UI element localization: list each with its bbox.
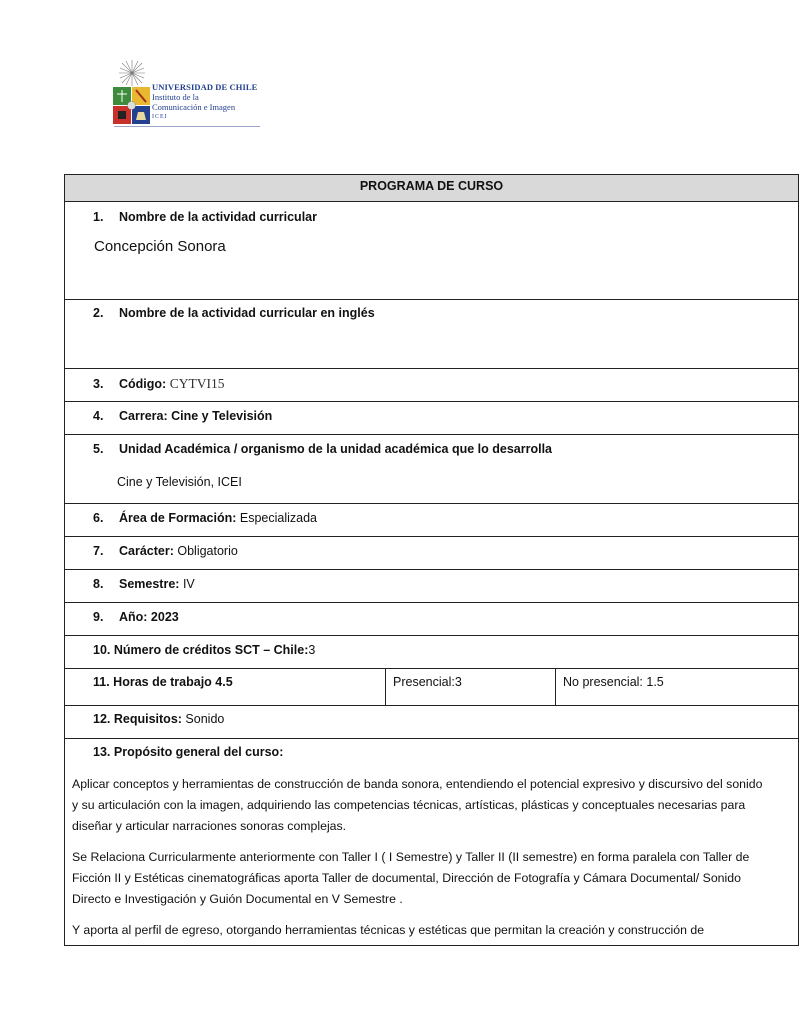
requirements-value: Sonido	[185, 712, 225, 726]
logo-institute-line1: Instituto de la	[152, 92, 199, 102]
course-code: CYTVI15	[169, 376, 225, 391]
item-label: Código:	[119, 377, 167, 391]
item-number: 6.	[93, 511, 104, 525]
character-value: Obligatorio	[177, 544, 238, 558]
row-character	[65, 536, 798, 569]
row-academic-unit	[65, 434, 798, 503]
logo-divider	[114, 126, 260, 127]
item-label: Año: 2023	[119, 610, 179, 624]
item-label: Área de Formación:	[119, 511, 237, 525]
purpose-paragraph: Se Relaciona Curricularmente anteriormente con Taller I ( I Semestre) y Taller II (II semestre) en forma paralela con Taller de Ficción II y Estéticas cinematográficas aporta Taller de documental, Dirección de Fotografía y Cámara Documental/ Sonido Directo e Investigación y Guión Documental en V Semestre .	[72, 850, 750, 906]
item-number: 13.	[93, 745, 111, 759]
item-label: Horas de trabajo 4.5	[113, 675, 233, 689]
item-label: Carácter:	[119, 544, 174, 558]
purpose-paragraph: Y aporta al perfil de egreso, otorgando herramientas técnicas y estéticas que permitan la creación y construcción de	[72, 923, 705, 937]
course-name: Concepción Sonora	[94, 238, 226, 255]
row-activity-name-english	[65, 299, 798, 368]
presencial-hours: Presencial:3	[393, 675, 462, 689]
item-label: Semestre:	[119, 577, 180, 591]
university-logo	[112, 58, 262, 130]
item-number: 9.	[93, 610, 104, 624]
academic-unit-value: Cine y Televisión, ICEI	[117, 475, 242, 489]
row-activity-name	[65, 201, 798, 299]
row-training-area	[65, 503, 798, 536]
logo-university-name: UNIVERSIDAD DE CHILE	[152, 82, 258, 92]
row-semester	[65, 569, 798, 602]
item-number: 8.	[93, 577, 104, 591]
item-number: 10.	[93, 643, 111, 657]
logo-acronym: ICEI	[152, 114, 168, 120]
row-general-purpose	[65, 738, 798, 946]
semester-value: IV	[182, 577, 195, 591]
credits-value: 3	[308, 643, 316, 657]
item-number: 4.	[93, 409, 104, 423]
item-number: 3.	[93, 377, 104, 391]
item-label: Carrera: Cine y Televisión	[119, 409, 273, 423]
row-year	[65, 602, 798, 635]
column-divider	[385, 669, 386, 705]
purpose-paragraph: Aplicar conceptos y herramientas de construcción de banda sonora, entendiendo el potencial expresivo y discursivo del sonido y su articulación con la imagen, adquiriendo las competencias técnicas, artísticas, plásticas y conceptuales necesarias para diseñar y articular narraciones sonoras complejas.	[72, 777, 763, 833]
training-area-value: Especializada	[239, 511, 318, 525]
item-label: Nombre de la actividad curricular en inglés	[119, 306, 375, 320]
row-code	[65, 368, 798, 401]
row-requirements	[65, 705, 798, 738]
item-number: 5.	[93, 442, 104, 456]
course-program-table	[64, 174, 799, 946]
item-label: Propósito general del curso:	[113, 745, 284, 759]
non-presencial-hours: No presencial: 1.5	[563, 675, 664, 689]
item-label: Nombre de la actividad curricular	[119, 210, 317, 224]
row-work-hours	[65, 668, 798, 705]
logo-text	[152, 82, 257, 122]
column-divider	[555, 669, 556, 705]
item-label: Requisitos:	[113, 712, 182, 726]
item-number: 1.	[93, 210, 104, 224]
item-number: 12.	[93, 712, 111, 726]
university-crest-icon	[112, 58, 152, 130]
item-number: 11.	[93, 675, 110, 689]
table-header	[65, 175, 798, 201]
row-credits	[65, 635, 798, 668]
logo-institute-line2: Comunicación e Imagen	[152, 102, 236, 112]
item-number: 2.	[93, 306, 104, 320]
item-label: Unidad Académica / organismo de la unidad académica que lo desarrolla	[119, 442, 553, 456]
item-number: 7.	[93, 544, 104, 558]
table-bottom-border	[64, 945, 799, 946]
item-label: Número de créditos SCT – Chile:	[113, 643, 309, 657]
table-title: PROGRAMA DE CURSO	[359, 179, 504, 193]
row-career	[65, 401, 798, 434]
